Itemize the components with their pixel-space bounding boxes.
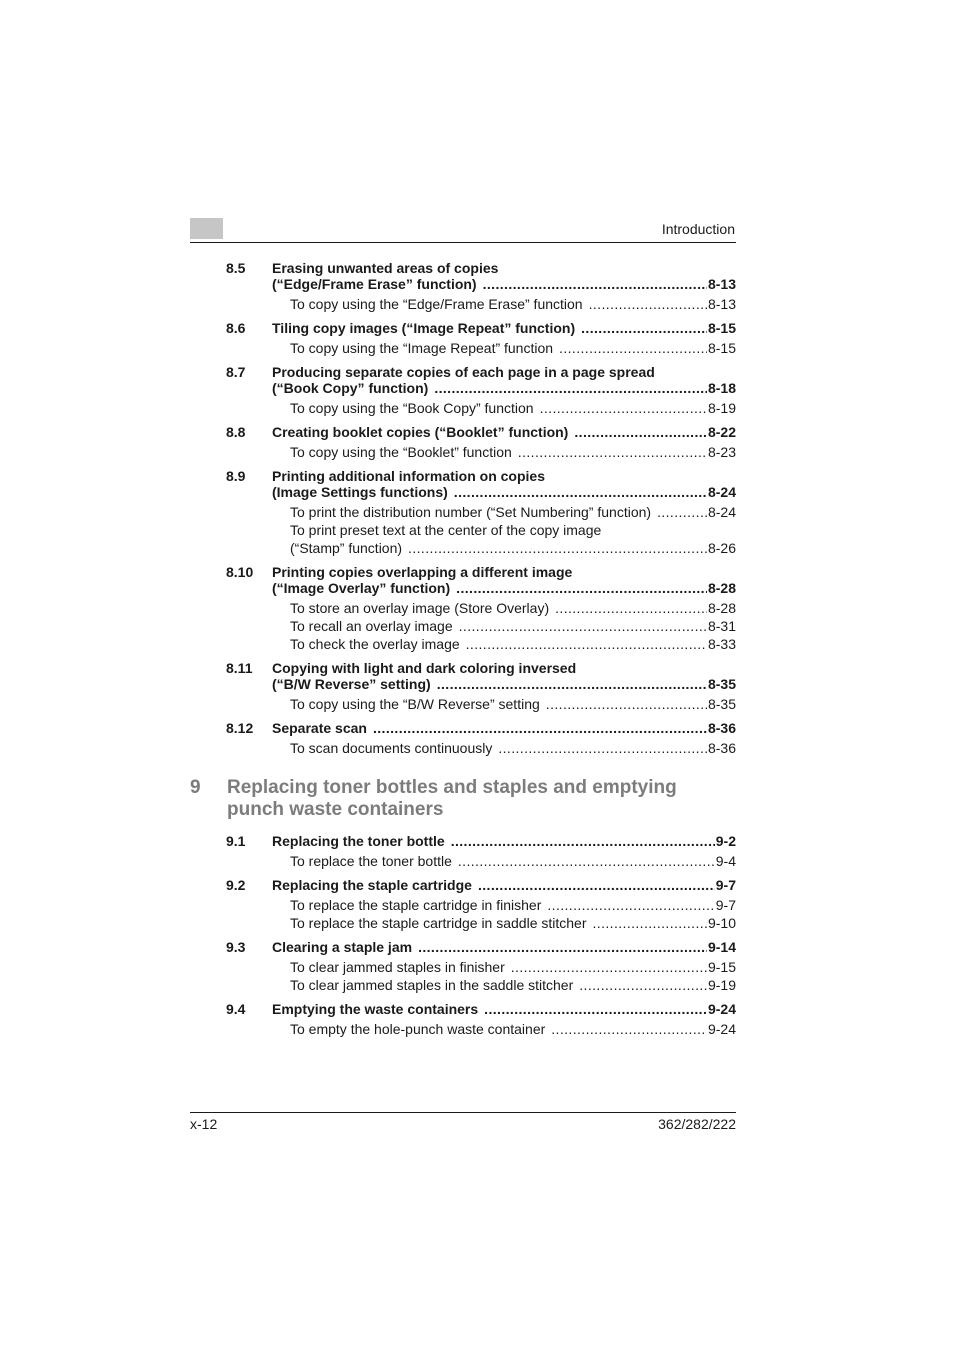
- section-title-line: [272, 564, 736, 580]
- toc-section[interactable]: [190, 320, 736, 357]
- subsection-line: [290, 503, 736, 521]
- dot-leader: [589, 295, 707, 313]
- section-title-text: (“Book Copy” function): [272, 380, 429, 396]
- section-title-text: Clearing a staple jam: [272, 939, 413, 955]
- toc-section[interactable]: [190, 877, 736, 932]
- subsection-text: To copy using the “Book Copy” function: [290, 400, 534, 416]
- subsection-page-number: 8-15: [707, 340, 736, 356]
- dot-leader: [540, 399, 707, 417]
- subsection-line: [290, 521, 736, 539]
- section-title-page-number: 8-24: [707, 484, 736, 500]
- section-number: 9.4: [226, 1001, 246, 1017]
- subsection-text: To check the overlay image: [290, 636, 460, 652]
- toc-subsection[interactable]: [290, 295, 736, 313]
- subsection-page-number: 9-4: [715, 853, 736, 869]
- chapter-heading[interactable]: [190, 777, 736, 821]
- dot-leader: [459, 617, 707, 635]
- section-title-text: (“Edge/Frame Erase” function): [272, 276, 477, 292]
- header-rule: [190, 242, 736, 243]
- dot-leader: [418, 939, 707, 955]
- subsection-text: To copy using the “Image Repeat” function: [290, 340, 554, 356]
- footer-page-number: x-12: [190, 1116, 218, 1132]
- section-title: [272, 939, 736, 955]
- section-title-text: Erasing unwanted areas of copies: [272, 260, 499, 276]
- dot-leader: [559, 339, 707, 357]
- dot-leader: [451, 833, 715, 849]
- section-number: 8.9: [226, 468, 246, 484]
- dot-leader: [373, 720, 707, 736]
- subsection-page-number: 9-10: [707, 915, 736, 931]
- subsection-line: [290, 852, 736, 870]
- dot-leader: [458, 852, 715, 870]
- subsection-text: To replace the staple cartridge in finisher: [290, 897, 542, 913]
- subsection-list: [290, 852, 736, 870]
- subsection-line: [290, 295, 736, 313]
- toc-subsection[interactable]: [290, 339, 736, 357]
- subsection-text: (“Stamp” function): [290, 540, 403, 556]
- subsection-text: To copy using the “Booklet” function: [290, 444, 512, 460]
- section-title-text: (“Image Overlay” function): [272, 580, 451, 596]
- subsection-page-number: 8-36: [707, 740, 736, 756]
- subsection-line: [290, 399, 736, 417]
- section-number: 8.11: [226, 660, 253, 676]
- dot-leader: [434, 380, 707, 396]
- subsection-text: To recall an overlay image: [290, 618, 453, 634]
- subsection-line: [290, 976, 736, 994]
- toc-section[interactable]: [190, 1001, 736, 1038]
- subsection-list: [290, 896, 736, 932]
- section-title: [272, 660, 736, 692]
- section-title-text: Separate scan: [272, 720, 367, 736]
- subsection-page-number: 8-24: [707, 504, 736, 520]
- section-title-line: [272, 833, 736, 849]
- dot-leader: [551, 1020, 707, 1038]
- toc-subsection[interactable]: [290, 852, 736, 870]
- subsection-line: [290, 339, 736, 357]
- dot-leader: [579, 976, 707, 994]
- toc-subsection[interactable]: [290, 599, 736, 617]
- toc-subsection[interactable]: [290, 1020, 736, 1038]
- dot-leader: [518, 443, 707, 461]
- footer-model-number: 362/282/222: [658, 1116, 736, 1132]
- dot-leader: [437, 676, 707, 692]
- subsection-line: [290, 599, 736, 617]
- section-title-text: Printing additional information on copies: [272, 468, 545, 484]
- toc-subsection[interactable]: [290, 695, 736, 713]
- subsection-text: To store an overlay image (Store Overlay): [290, 600, 550, 616]
- section-title-text: Printing copies overlapping a different image: [272, 564, 573, 580]
- section-title-line: [272, 424, 736, 440]
- subsection-page-number: 8-33: [707, 636, 736, 652]
- subsection-line: [290, 695, 736, 713]
- toc-section[interactable]: [190, 468, 736, 557]
- subsection-line: [290, 617, 736, 635]
- subsection-page-number: 8-35: [707, 696, 736, 712]
- toc-subsection[interactable]: [290, 503, 736, 521]
- section-number: 8.6: [226, 320, 246, 336]
- dot-leader: [466, 635, 707, 653]
- subsection-line: [290, 635, 736, 653]
- dot-leader: [498, 739, 707, 757]
- toc-section[interactable]: [190, 660, 736, 713]
- section-title: [272, 564, 736, 596]
- subsection-text: To scan documents continuously: [290, 740, 493, 756]
- subsection-page-number: 8-28: [707, 600, 736, 616]
- section-title-page-number: 9-14: [707, 939, 736, 955]
- section-title-line: [272, 276, 736, 292]
- section-title-page-number: 9-2: [715, 833, 736, 849]
- subsection-text: To print preset text at the center of the copy image: [290, 522, 602, 538]
- section-title-page-number: 8-18: [707, 380, 736, 396]
- section-title-line: [272, 660, 736, 676]
- subsection-line: [290, 443, 736, 461]
- section-title-line: [272, 1001, 736, 1017]
- toc-subsection[interactable]: [290, 739, 736, 757]
- dot-leader: [581, 320, 707, 336]
- toc-subsection[interactable]: [290, 896, 736, 914]
- footer-rule: [190, 1112, 736, 1113]
- subsection-line: [290, 958, 736, 976]
- dot-leader: [574, 424, 707, 440]
- section-title: [272, 320, 736, 336]
- dot-leader: [657, 503, 707, 521]
- subsection-list: [290, 443, 736, 461]
- section-title-line: [272, 720, 736, 736]
- toc-section[interactable]: [190, 564, 736, 653]
- subsection-text: To clear jammed staples in finisher: [290, 959, 505, 975]
- header-tab-marker: [190, 218, 223, 239]
- dot-leader: [484, 1001, 707, 1017]
- section-title-text: (Image Settings functions): [272, 484, 448, 500]
- section-title: [272, 877, 736, 893]
- subsection-text: To empty the hole-punch waste container: [290, 1021, 546, 1037]
- section-title-text: Replacing the toner bottle: [272, 833, 445, 849]
- subsection-page-number: 8-13: [707, 296, 736, 312]
- section-title-line: [272, 260, 736, 276]
- subsection-list: [290, 295, 736, 313]
- section-title-text: Tiling copy images (“Image Repeat” function): [272, 320, 576, 336]
- toc-section[interactable]: [190, 833, 736, 870]
- subsection-text: To clear jammed staples in the saddle stitcher: [290, 977, 574, 993]
- section-title-line: [272, 580, 736, 596]
- toc-subsection[interactable]: [290, 399, 736, 417]
- chapter-number: 9: [190, 777, 201, 798]
- subsection-list: [290, 599, 736, 653]
- section-title: [272, 833, 736, 849]
- toc-section[interactable]: [190, 424, 736, 461]
- section-title-line: [272, 364, 736, 380]
- subsection-text: To print the distribution number (“Set Numbering” function): [290, 504, 652, 520]
- toc-section[interactable]: [190, 939, 736, 994]
- subsection-page-number: 8-23: [707, 444, 736, 460]
- section-title: [272, 424, 736, 440]
- toc-subsection[interactable]: [290, 635, 736, 653]
- section-title-page-number: 8-36: [707, 720, 736, 736]
- header-title: Introduction: [661, 221, 735, 237]
- dot-leader: [546, 695, 707, 713]
- section-title-page-number: 9-24: [707, 1001, 736, 1017]
- section-number: 9.3: [226, 939, 246, 955]
- subsection-page-number: 9-24: [707, 1021, 736, 1037]
- toc-subsection[interactable]: [290, 521, 736, 557]
- section-title-line: [272, 484, 736, 500]
- toc-subsection[interactable]: [290, 958, 736, 976]
- section-title: [272, 468, 736, 500]
- section-number: 8.5: [226, 260, 246, 276]
- subsection-text: To replace the toner bottle: [290, 853, 452, 869]
- subsection-line: [290, 739, 736, 757]
- subsection-page-number: 8-26: [707, 540, 736, 556]
- toc-subsection[interactable]: [290, 976, 736, 994]
- subsection-list: [290, 339, 736, 357]
- dot-leader: [483, 276, 707, 292]
- subsection-page-number: 8-19: [707, 400, 736, 416]
- dot-leader: [454, 484, 707, 500]
- section-title-page-number: 8-13: [707, 276, 736, 292]
- section-title-line: [272, 877, 736, 893]
- section-number: 9.1: [226, 833, 246, 849]
- section-title-text: Producing separate copies of each page in a page spread: [272, 364, 655, 380]
- dot-leader: [478, 877, 715, 893]
- section-title: [272, 720, 736, 736]
- toc-subsection[interactable]: [290, 617, 736, 635]
- subsection-line: [290, 914, 736, 932]
- subsection-page-number: 8-31: [707, 618, 736, 634]
- section-title-text: Copying with light and dark coloring inversed: [272, 660, 577, 676]
- section-title-line: [272, 468, 736, 484]
- subsection-list: [290, 1020, 736, 1038]
- section-title: [272, 260, 736, 292]
- section-title-text: Replacing the staple cartridge: [272, 877, 472, 893]
- subsection-line: [290, 1020, 736, 1038]
- section-title: [272, 364, 736, 396]
- toc-section[interactable]: [190, 364, 736, 417]
- dot-leader: [593, 914, 707, 932]
- section-number: 8.8: [226, 424, 246, 440]
- subsection-line: [290, 539, 736, 557]
- toc-subsection[interactable]: [290, 914, 736, 932]
- subsection-list: [290, 739, 736, 757]
- subsection-text: To replace the staple cartridge in saddle stitcher: [290, 915, 587, 931]
- subsection-page-number: 9-19: [707, 977, 736, 993]
- section-title-page-number: 8-22: [707, 424, 736, 440]
- toc-subsection[interactable]: [290, 443, 736, 461]
- subsection-line: [290, 896, 736, 914]
- chapter-title: Replacing toner bottles and staples and emptying punch waste containers: [227, 777, 677, 820]
- subsection-text: To copy using the “B/W Reverse” setting: [290, 696, 540, 712]
- section-number: 9.2: [226, 877, 246, 893]
- section-title-line: [272, 320, 736, 336]
- section-title-page-number: 9-7: [715, 877, 736, 893]
- dot-leader: [408, 539, 707, 557]
- table-of-contents: [190, 260, 736, 1038]
- toc-section[interactable]: [190, 720, 736, 757]
- subsection-list: [290, 503, 736, 557]
- subsection-list: [290, 399, 736, 417]
- subsection-page-number: 9-15: [707, 959, 736, 975]
- dot-leader: [456, 580, 707, 596]
- dot-leader: [547, 896, 714, 914]
- section-number: 8.12: [226, 720, 254, 736]
- toc-section[interactable]: [190, 260, 736, 313]
- subsection-list: [290, 695, 736, 713]
- dot-leader: [555, 599, 707, 617]
- section-title-line: [272, 380, 736, 396]
- section-title-line: [272, 676, 736, 692]
- section-title-page-number: 8-35: [707, 676, 736, 692]
- section-number: 8.10: [226, 564, 254, 580]
- section-title-line: [272, 939, 736, 955]
- subsection-text: To copy using the “Edge/Frame Erase” function: [290, 296, 583, 312]
- section-title: [272, 1001, 736, 1017]
- section-title-page-number: 8-28: [707, 580, 736, 596]
- section-title-page-number: 8-15: [707, 320, 736, 336]
- section-title-text: Creating booklet copies (“Booklet” function): [272, 424, 569, 440]
- subsection-page-number: 9-7: [715, 897, 736, 913]
- subsection-list: [290, 958, 736, 994]
- section-title-text: Emptying the waste containers: [272, 1001, 479, 1017]
- section-title-text: (“B/W Reverse” setting): [272, 676, 431, 692]
- dot-leader: [511, 958, 707, 976]
- section-number: 8.7: [226, 364, 246, 380]
